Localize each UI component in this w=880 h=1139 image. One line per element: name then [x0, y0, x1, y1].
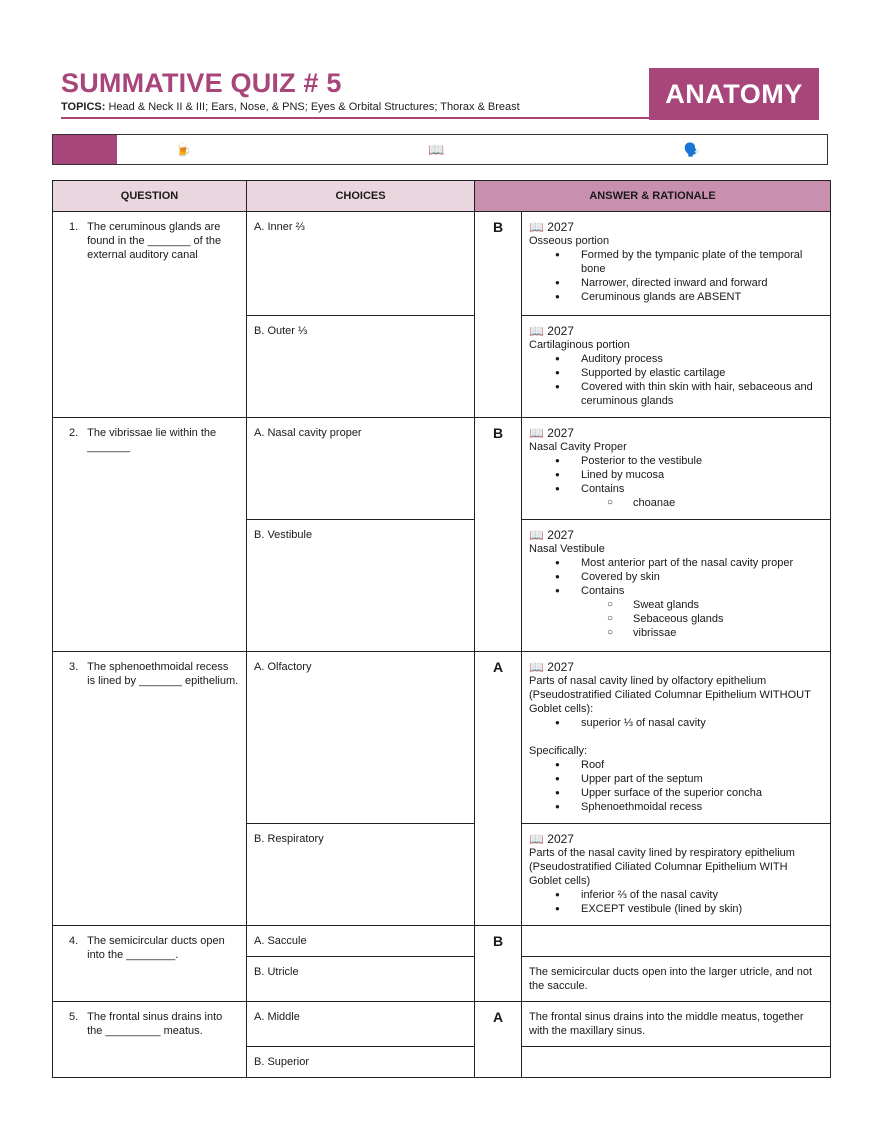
book-icon: 📖	[428, 141, 445, 157]
answer-cell: A	[475, 652, 522, 926]
list-item: ● Upper surface of the superior concha	[581, 786, 823, 800]
rationale-cell: 📖 2027 Nasal Cavity Proper ● Posterior to the vestibule ● Lined by mucosa ● Contains ○ choanae	[522, 418, 831, 520]
choice-cell: B. Respiratory	[247, 824, 475, 926]
page-title: SUMMATIVE QUIZ # 5	[61, 68, 342, 98]
table-row	[53, 418, 831, 520]
legend-item-2	[318, 135, 571, 164]
legend-item-1	[117, 135, 318, 164]
page-header	[52, 66, 830, 120]
sub-list-item: ○ choanae	[633, 496, 823, 510]
list-item: ● Lined by mucosa	[581, 468, 823, 482]
list-item: ● Sphenoethmoidal recess	[581, 800, 823, 814]
book-year-tag: 📖 2027	[529, 832, 574, 846]
rationale-cell: 📖 2027 Parts of nasal cavity lined by olfactory epithelium (Pseudostratified Ciliated Columnar Epithelium WITHOUT Goblet cells): ● superior ⅓ of nasal cavity Specifically: ● Roof ● Upper part of the septum ● Upper surface of the superior concha ● Sphenoethmoidal recess	[522, 652, 831, 824]
book-year-tag: 📖 2027	[529, 220, 574, 234]
sub-list-item: ○ Sweat glands	[633, 598, 823, 612]
question-cell: 5. The frontal sinus drains into the _________ meatus.	[53, 1002, 247, 1078]
book-year-tag: 📖 2027	[529, 528, 574, 542]
list-item: ● Auditory process	[581, 352, 823, 366]
choice-cell: B. Superior	[247, 1047, 475, 1078]
column-header-question: QUESTION	[53, 181, 247, 212]
question-cell: 4. The semicircular ducts open into the ________.	[53, 926, 247, 1002]
sub-list-item: ○ vibrissae	[633, 626, 823, 640]
question-cell: 2. The vibrissae lie within the _______	[53, 418, 247, 652]
list-item: ● inferior ⅔ of the nasal cavity	[581, 888, 823, 902]
book-year-tag: 📖 2027	[529, 324, 574, 338]
list-item: ● Supported by elastic cartilage	[581, 366, 823, 380]
question-cell: 3. The sphenoethmoidal recess is lined by _______ epithelium.	[53, 652, 247, 926]
list-item: ● Covered by skin	[581, 570, 823, 584]
quiz-table	[52, 180, 831, 1078]
choice-cell: A. Olfactory	[247, 652, 475, 824]
rationale-cell: 📖 2027 Parts of the nasal cavity lined by respiratory epithelium (Pseudostratified Ciliated Columnar Epithelium WITH Goblet cells) ● inferior ⅔ of the nasal cavity ● EXCEPT vestibule (lined by skin)	[522, 824, 831, 926]
choice-cell: B. Utricle	[247, 957, 475, 1002]
speaking-head-icon: 🗣️	[683, 141, 700, 157]
header-divider	[61, 117, 651, 119]
topics-label: TOPICS:	[61, 101, 106, 113]
question-text: The sphenoethmoidal recess is lined by _______ epithelium.	[87, 661, 239, 687]
answer-cell: B	[475, 926, 522, 1002]
answer-cell: B	[475, 212, 522, 418]
answer-cell: B	[475, 418, 522, 652]
question-text: The frontal sinus drains into the _________ meatus.	[87, 1011, 223, 1037]
question-text: The semicircular ducts open into the ________.	[87, 935, 225, 961]
rationale-cell: The frontal sinus drains into the middle meatus, together with the maxillary sinus.	[522, 1002, 831, 1047]
table-header-row	[53, 181, 831, 212]
legend-color-swatch	[53, 135, 117, 164]
list-item: ● EXCEPT vestibule (lined by skin)	[581, 902, 823, 916]
table-row	[53, 212, 831, 316]
choice-cell: A. Middle	[247, 1002, 475, 1047]
list-item: ● Contains	[581, 584, 823, 598]
book-year-tag: 📖 2027	[529, 426, 574, 440]
list-item: ● Narrower, directed inward and forward	[581, 276, 823, 290]
answer-cell: A	[475, 1002, 522, 1078]
rationale-cell: 📖 2027 Cartilaginous portion ● Auditory process ● Supported by elastic cartilage ● Covered with thin skin with hair, sebaceous and ceruminous glands	[522, 316, 831, 418]
question-text: The ceruminous glands are found in the _______ of the external auditory canal	[87, 221, 222, 261]
rationale-cell: 📖 2027 Nasal Vestibule ● Most anterior part of the nasal cavity proper ● Covered by skin ● Contains ○ Sweat glands ○ Sebaceous glands ○ vibrissae	[522, 520, 831, 652]
rationale-cell	[522, 926, 831, 957]
choice-cell: B. Vestibule	[247, 520, 475, 652]
list-item: ● Contains	[581, 482, 823, 496]
legend-bar	[52, 134, 828, 165]
rationale-cell: The semicircular ducts open into the larger utricle, and not the saccule.	[522, 957, 831, 1002]
list-item: ● Roof	[581, 758, 823, 772]
column-header-answer: ANSWER & RATIONALE	[475, 181, 831, 212]
list-item: ● Posterior to the vestibule	[581, 454, 823, 468]
table-row	[53, 652, 831, 824]
list-item: ● Ceruminous glands are ABSENT	[581, 290, 823, 304]
choice-cell: A. Saccule	[247, 926, 475, 957]
question-text: The vibrissae lie within the _______	[87, 427, 217, 453]
choice-cell: A. Inner ⅔	[247, 212, 475, 316]
topics-line	[61, 101, 520, 113]
sub-list-item: ○ Sebaceous glands	[633, 612, 823, 626]
table-row	[53, 1002, 831, 1047]
choice-cell: B. Outer ⅓	[247, 316, 475, 418]
rationale-cell	[522, 1047, 831, 1078]
list-item: ● Covered with thin skin with hair, sebaceous and ceruminous glands	[581, 380, 823, 408]
table-row	[53, 926, 831, 957]
question-cell: 1. The ceruminous glands are found in the _______ of the external auditory canal	[53, 212, 247, 418]
beer-mug-icon: 🍺	[175, 141, 192, 157]
list-item: ● Upper part of the septum	[581, 772, 823, 786]
list-item: ● Most anterior part of the nasal cavity proper	[581, 556, 823, 570]
list-item: ● superior ⅓ of nasal cavity	[581, 716, 823, 730]
list-item: ● Formed by the tympanic plate of the temporal bone	[581, 248, 823, 276]
book-year-tag: 📖 2027	[529, 660, 574, 674]
topics-text: Head & Neck II & III; Ears, Nose, & PNS; Eyes & Orbital Structures; Thorax & Breast	[108, 101, 520, 113]
column-header-choices: CHOICES	[247, 181, 475, 212]
legend-item-3	[572, 135, 827, 164]
choice-cell: A. Nasal cavity proper	[247, 418, 475, 520]
subject-badge: ANATOMY	[649, 68, 819, 120]
rationale-cell: 📖 2027 Osseous portion ● Formed by the tympanic plate of the temporal bone ● Narrower, directed inward and forward ● Ceruminous glands are ABSENT	[522, 212, 831, 316]
